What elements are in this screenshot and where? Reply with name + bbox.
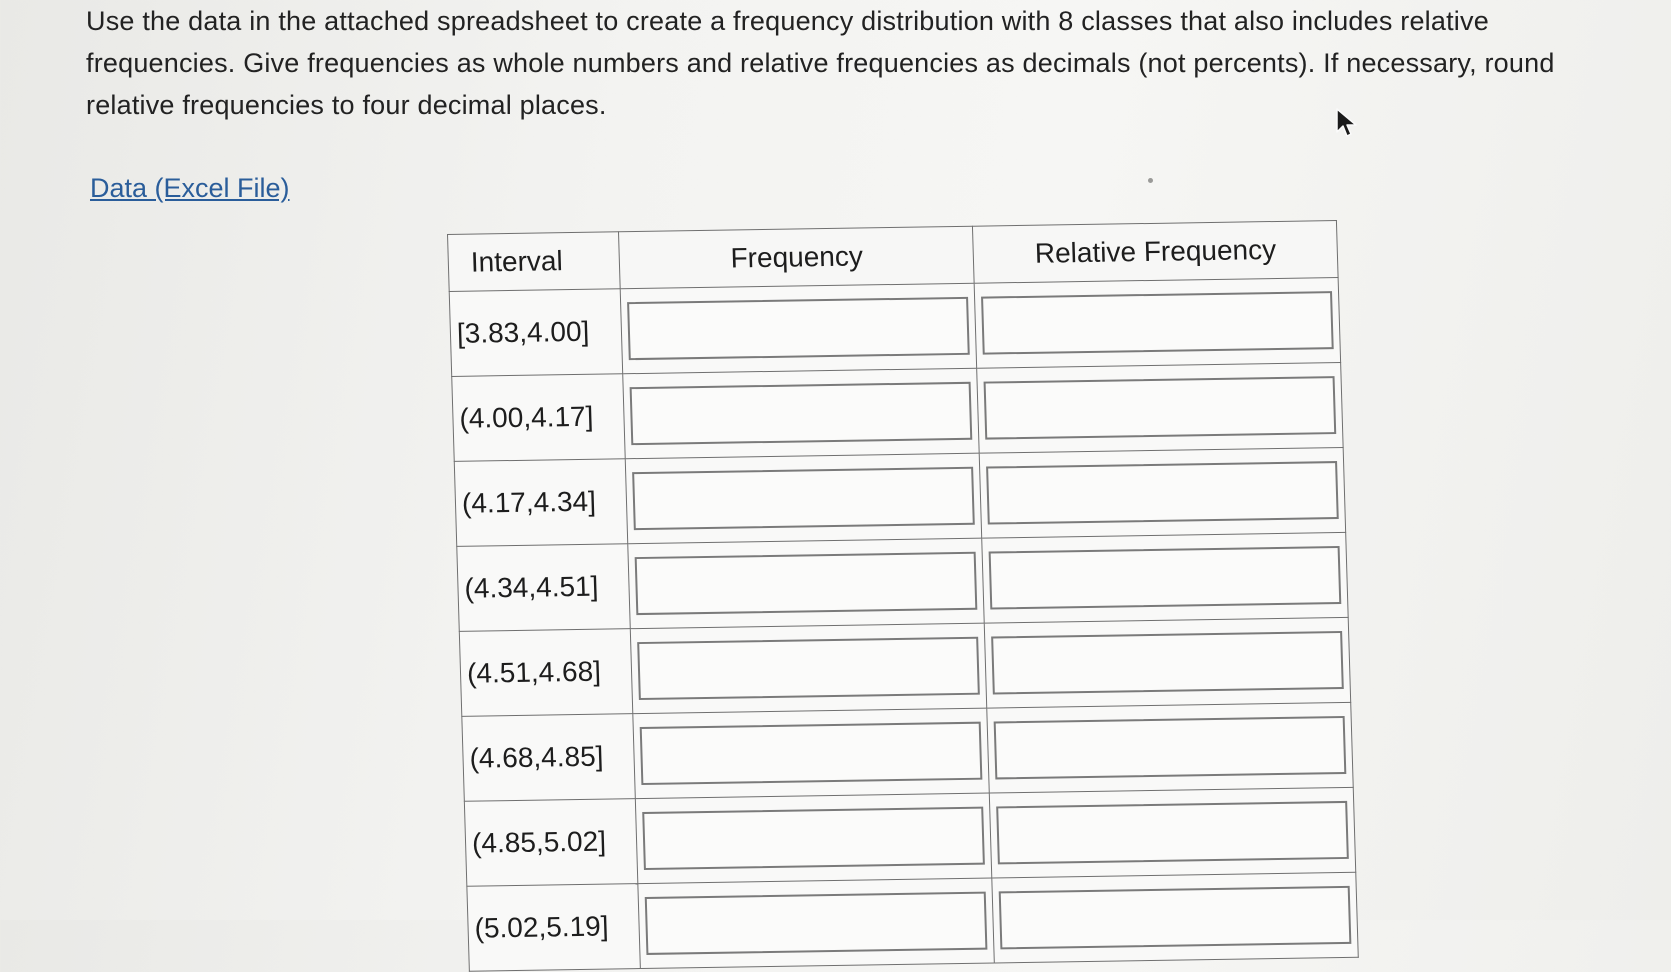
data-excel-file-link[interactable]: Data (Excel File) xyxy=(90,173,290,203)
relative-frequency-cell xyxy=(992,872,1358,963)
frequency-cell xyxy=(631,623,988,714)
interval-cell: [3.83,4.00] xyxy=(449,289,623,377)
relative-frequency-cell xyxy=(987,702,1353,793)
interval-cell: (4.00,4.17] xyxy=(452,374,626,462)
relative-frequency-cell xyxy=(990,787,1356,878)
frequency-cell xyxy=(623,368,980,459)
frequency-input[interactable] xyxy=(640,722,983,785)
relative-frequency-cell xyxy=(975,278,1341,369)
frequency-cell xyxy=(638,878,995,969)
frequency-input[interactable] xyxy=(635,552,978,615)
table-row xyxy=(467,872,1358,971)
table-row xyxy=(449,278,1340,377)
frequency-input[interactable] xyxy=(645,892,988,955)
relative-frequency-input[interactable] xyxy=(997,801,1349,864)
frequency-cell xyxy=(633,708,990,799)
relative-frequency-input[interactable] xyxy=(984,376,1336,439)
table-row xyxy=(464,787,1355,886)
frequency-input[interactable] xyxy=(630,382,973,445)
table-row xyxy=(454,447,1345,546)
relative-frequency-cell xyxy=(977,362,1343,453)
relative-frequency-input[interactable] xyxy=(987,461,1339,524)
frequency-column-header: Frequency xyxy=(619,226,975,289)
relative-frequency-input[interactable] xyxy=(999,886,1351,949)
frequency-cell xyxy=(626,453,983,544)
instructions-line-3: relative frequencies to four decimal places. xyxy=(86,90,607,120)
frequency-cell xyxy=(636,793,993,884)
frequency-cell xyxy=(628,538,985,629)
mouse-cursor-icon xyxy=(1335,108,1359,138)
frequency-input[interactable] xyxy=(638,637,981,700)
interval-cell: (4.51,4.68] xyxy=(459,629,633,717)
interval-column-header: Interval xyxy=(448,232,621,292)
interval-cell: (4.85,5.02] xyxy=(464,799,638,887)
relative-frequency-cell xyxy=(980,447,1346,538)
relative-frequency-input[interactable] xyxy=(989,546,1341,609)
table-body xyxy=(449,278,1358,972)
relative-frequency-input[interactable] xyxy=(992,631,1344,694)
relative-frequency-input[interactable] xyxy=(994,716,1346,779)
table-row xyxy=(459,617,1350,716)
table-row xyxy=(452,362,1343,461)
frequency-cell xyxy=(621,283,978,374)
frequency-distribution-table xyxy=(447,220,1359,972)
frequency-input[interactable] xyxy=(643,807,986,870)
relative-frequency-column-header: Relative Frequency xyxy=(973,221,1338,284)
interval-cell: (4.17,4.34] xyxy=(454,459,628,547)
instructions-line-1: Use the data in the attached spreadsheet to create a frequency distribution with 8 classes that also includes relative xyxy=(86,6,1489,36)
table-row xyxy=(457,532,1348,631)
interval-cell: (4.34,4.51] xyxy=(457,544,631,632)
interval-cell: (5.02,5.19] xyxy=(467,884,641,972)
screen-speck xyxy=(1148,178,1153,183)
question-instructions xyxy=(86,0,1646,126)
frequency-input[interactable] xyxy=(632,467,975,530)
relative-frequency-cell xyxy=(985,617,1351,708)
table-row xyxy=(462,702,1353,801)
instructions-line-2: frequencies. Give frequencies as whole numbers and relative frequencies as decimals (not percents). If necessary, round xyxy=(86,48,1555,78)
interval-cell: (4.68,4.85] xyxy=(462,714,636,802)
relative-frequency-cell xyxy=(982,532,1348,623)
relative-frequency-input[interactable] xyxy=(981,291,1333,354)
frequency-input[interactable] xyxy=(627,297,970,360)
